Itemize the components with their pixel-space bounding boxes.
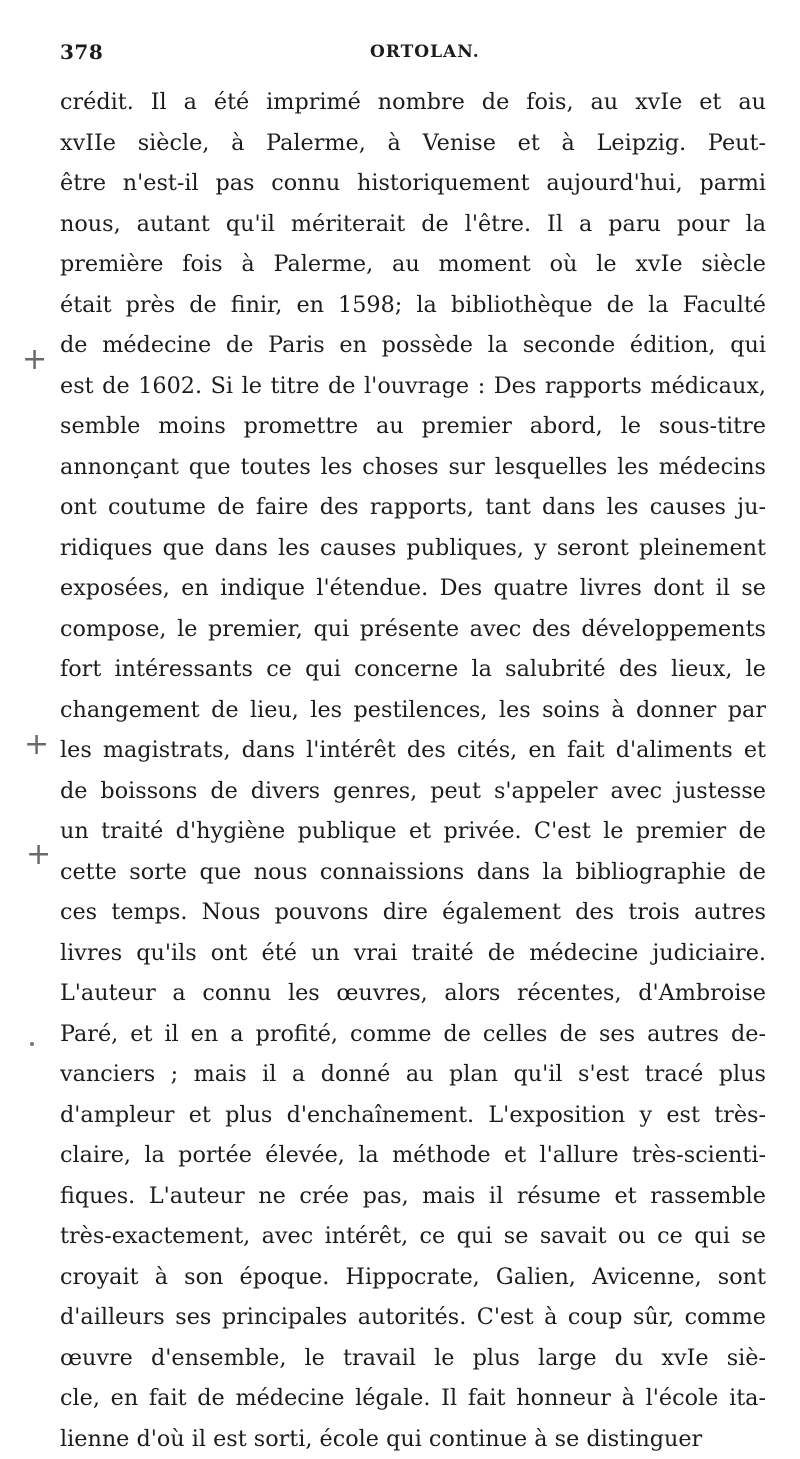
text-line: ont coutume de faire des rapports, tant dans les causes ju- bbox=[60, 487, 766, 528]
margin-cross-mark-icon: + bbox=[22, 345, 47, 375]
text-line: annonçant que toutes les choses sur lesquelles les médecins bbox=[60, 447, 766, 488]
text-line: changement de lieu, les pestilences, les soins à donner par bbox=[60, 690, 766, 731]
margin-dot-icon bbox=[30, 1042, 34, 1046]
text-line: fiques. L'auteur ne crée pas, mais il résume et rassemble bbox=[60, 1176, 766, 1217]
text-line: d'ailleurs ses principales autorités. C'est à coup sûr, comme bbox=[60, 1297, 766, 1338]
text-line: être n'est-il pas connu historiquement aujourd'hui, parmi bbox=[60, 163, 766, 204]
text-line: crédit. Il a été imprimé nombre de fois, au xvIe et au bbox=[60, 82, 766, 123]
running-head: ORTOLAN. bbox=[370, 42, 480, 62]
text-line: première fois à Palerme, au moment où le xvIe siècle bbox=[60, 244, 766, 285]
text-line: d'ampleur et plus d'enchaînement. L'exposition y est très- bbox=[60, 1095, 766, 1136]
text-line: croyait à son époque. Hippocrate, Galien, Avicenne, sont bbox=[60, 1257, 766, 1298]
text-line: les magistrats, dans l'intérêt des cités, en fait d'aliments et bbox=[60, 730, 766, 771]
text-line: ces temps. Nous pouvons dire également des trois autres bbox=[60, 892, 766, 933]
text-line: claire, la portée élevée, la méthode et l'allure très-scienti- bbox=[60, 1135, 766, 1176]
text-line: semble moins promettre au premier abord, le sous-titre bbox=[60, 406, 766, 447]
margin-cross-mark-icon: + bbox=[26, 840, 51, 870]
text-line: de médecine de Paris en possède la seconde édition, qui bbox=[60, 325, 766, 366]
text-line: fort intéressants ce qui concerne la salubrité des lieux, le bbox=[60, 649, 766, 690]
body-text bbox=[60, 82, 766, 1459]
text-line: est de 1602. Si le titre de l'ouvrage : Des rapports médicaux, bbox=[60, 366, 766, 407]
text-line: ridiques que dans les causes publiques, y seront pleinement bbox=[60, 528, 766, 569]
text-line: livres qu'ils ont été un vrai traité de médecine judiciaire. bbox=[60, 933, 766, 974]
text-line: de boissons de divers genres, peut s'appeler avec justesse bbox=[60, 771, 766, 812]
text-line: nous, autant qu'il mériterait de l'être. Il a paru pour la bbox=[60, 204, 766, 245]
page-number: 378 bbox=[60, 40, 103, 64]
page-header bbox=[60, 40, 760, 74]
text-line: exposées, en indique l'étendue. Des quatre livres dont il se bbox=[60, 568, 766, 609]
text-line: un traité d'hygiène publique et privée. C'est le premier de bbox=[60, 811, 766, 852]
text-line: L'auteur a connu les œuvres, alors récentes, d'Ambroise bbox=[60, 973, 766, 1014]
text-line: très-exactement, avec intérêt, ce qui se savait ou ce qui se bbox=[60, 1216, 766, 1257]
text-line: vanciers ; mais il a donné au plan qu'il s'est tracé plus bbox=[60, 1054, 766, 1095]
text-line: xvIIe siècle, à Palerme, à Venise et à Leipzig. Peut- bbox=[60, 123, 766, 164]
margin-cross-mark-icon: + bbox=[24, 730, 49, 760]
text-line: cette sorte que nous connaissions dans la bibliographie de bbox=[60, 852, 766, 893]
text-line: œuvre d'ensemble, le travail le plus large du xvIe siè- bbox=[60, 1338, 766, 1379]
text-line: lienne d'où il est sorti, école qui continue à se distinguer bbox=[60, 1419, 766, 1459]
text-line: Paré, et il en a profité, comme de celles de ses autres de- bbox=[60, 1014, 766, 1055]
text-line: était près de finir, en 1598; la bibliothèque de la Faculté bbox=[60, 285, 766, 326]
text-line: compose, le premier, qui présente avec des développements bbox=[60, 609, 766, 650]
text-line: cle, en fait de médecine légale. Il fait honneur à l'école ita- bbox=[60, 1378, 766, 1419]
